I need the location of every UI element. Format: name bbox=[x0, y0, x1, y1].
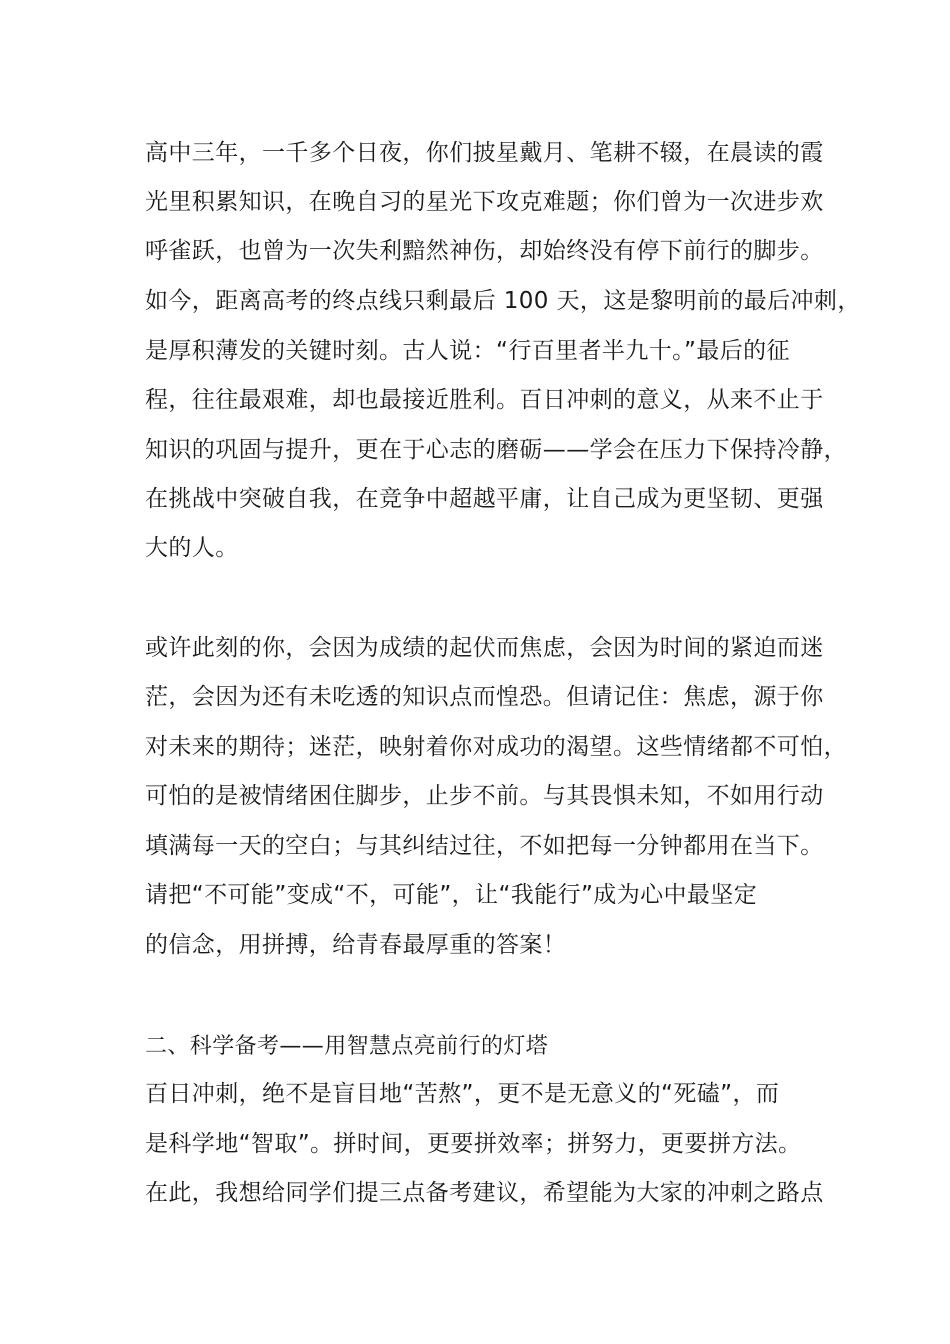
text-line: 茫，会因为还有未吃透的知识点而惶恐。但请记住：焦虑，源于你 bbox=[145, 684, 824, 710]
text-line: 或许此刻的你，会因为成绩的起伏而焦虑，会因为时间的紧迫而迷 bbox=[145, 635, 824, 661]
text-line: 请把“不可能”变成“不，可能”，让“我能行”成为心中最坚定 bbox=[145, 882, 758, 908]
text-line: 高中三年，一千多个日夜，你们披星戴月、笔耕不辍，在晨读的霞 bbox=[145, 140, 824, 166]
text-line: 对未来的期待；迷茫，映射着你对成功的渴望。这些情绪都不可怕， bbox=[145, 734, 847, 760]
text-line: 是厚积薄发的关键时刻。古人说：“行百里者半九十。”最后的征 bbox=[145, 338, 790, 364]
text-line: 可怕的是被情绪困住脚步，止步不前。与其畏惧未知，不如用行动 bbox=[145, 783, 824, 809]
text-line: 知识的巩固与提升，更在于心志的磨砺——学会在压力下保持冷静， bbox=[145, 437, 847, 463]
text-line: 大的人。 bbox=[145, 535, 239, 561]
text-line: 是科学地“智取”。拼时间，更要拼效率；拼努力，更要拼方法。 bbox=[145, 1131, 802, 1157]
text-line: 如今，距离高考的终点线只剩最后 100 天，这是黎明前的最后冲刺， bbox=[145, 288, 861, 314]
text-line: 光里积累知识，在晚自习的星光下攻克难题；你们曾为一次进步欢 bbox=[145, 189, 824, 215]
text-line: 填满每一天的空白；与其纠结过往，不如把每一分钟都用在当下。 bbox=[145, 833, 824, 859]
text-line: 在此，我想给同学们提三点备考建议，希望能为大家的冲刺之路点 bbox=[145, 1180, 824, 1206]
text-line: 呼雀跃，也曾为一次失利黯然神伤，却始终没有停下前行的脚步。 bbox=[145, 238, 824, 264]
text-line: 在挑战中突破自我，在竞争中超越平庸，让自己成为更坚韧、更强 bbox=[145, 486, 824, 512]
text-line: 程，往往最艰难，却也最接近胜利。百日冲刺的意义，从来不止于 bbox=[145, 387, 824, 413]
text-line: 百日冲刺，绝不是盲目地“苦熬”，更不是无意义的“死磕”，而 bbox=[145, 1081, 780, 1107]
section-heading: 二、科学备考——用智慧点亮前行的灯塔 bbox=[145, 1034, 549, 1059]
text-line: 的信念，用拼搏，给青春最厚重的答案！ bbox=[145, 932, 567, 958]
